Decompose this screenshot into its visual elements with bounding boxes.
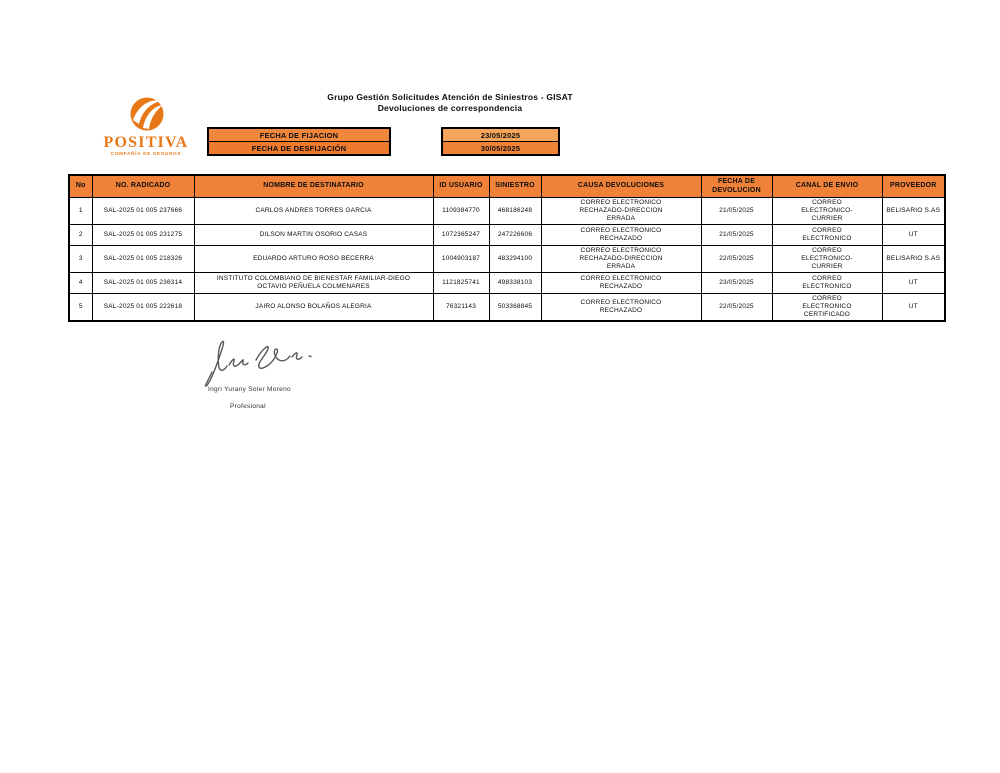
cell-canal: CORREO ELECTRONICO-CURRIER <box>772 246 882 273</box>
cell-canal: CORREO ELECTRONICO <box>772 225 882 246</box>
table-row <box>69 246 945 273</box>
cell-canal: CORREO ELECTRONICO-CURRIER <box>772 198 882 225</box>
cell-fecha-devolucion: 23/05/2025 <box>701 273 772 294</box>
cell-no: 3 <box>69 246 92 273</box>
signature-stroke <box>196 334 320 388</box>
devoluciones-table <box>68 174 946 322</box>
col-header-no: No <box>69 175 92 198</box>
table-row <box>69 198 945 225</box>
cell-siniestro: 247226606 <box>489 225 541 246</box>
cell-nombre: EDUARDO ARTURO ROSO BECERRA <box>194 246 433 273</box>
col-header-fecha-devolucion: FECHA DE DEVOLUCION <box>701 175 772 198</box>
title-line2: Devoluciones de correspondencia <box>377 103 523 113</box>
cell-causa: CORREO ELECTRONICO RECHAZADO-DIRECCION ERRADA <box>541 198 701 225</box>
cell-no: 1 <box>69 198 92 225</box>
cell-no: 5 <box>69 294 92 322</box>
col-header-radicado: NO. RADICADO <box>92 175 194 198</box>
cell-radicado: SAL-2025 01 005 231275 <box>92 225 194 246</box>
cell-id-usuario: 1109384770 <box>433 198 489 225</box>
cell-causa: CORREO ELECTRONICO RECHAZADO <box>541 225 701 246</box>
cell-siniestro: 468186248 <box>489 198 541 225</box>
col-header-proveedor: PROVEEDOR <box>882 175 945 198</box>
cell-nombre: DILSON MARTIN OSORIO CASAS <box>194 225 433 246</box>
cell-causa: CORREO ELECTRONICO RECHAZADO <box>541 273 701 294</box>
cell-siniestro: 503368845 <box>489 294 541 322</box>
cell-siniestro: 498338103 <box>489 273 541 294</box>
cell-radicado: SAL-2025 01 005 237666 <box>92 198 194 225</box>
brand-tagline: COMPAÑÍA DE SEGUROS <box>110 151 182 156</box>
fecha-fijacion-label: FECHA DE FIJACION <box>209 129 389 141</box>
cell-id-usuario: 1004903187 <box>433 246 489 273</box>
col-header-causa: CAUSA DEVOLUCIONES <box>541 175 701 198</box>
cell-proveedor: UT <box>882 273 945 294</box>
col-header-canal: CANAL DE ENVIO <box>772 175 882 198</box>
table-row <box>69 273 945 294</box>
fixation-dates-box <box>441 127 560 156</box>
cell-causa: CORREO ELECTRONICO RECHAZADO-DIRECCION ERRADA <box>541 246 701 273</box>
signatory-role: Profesional <box>230 403 266 410</box>
table-row <box>69 294 945 322</box>
col-header-nombre: NOMBRE DE DESTINATARIO <box>194 175 433 198</box>
cell-proveedor: BELISARIO S.AS <box>882 198 945 225</box>
fecha-desfijacion-value: 30/05/2025 <box>443 141 558 154</box>
cell-radicado: SAL-2025 01 005 218326 <box>92 246 194 273</box>
cell-nombre: CARLOS ANDRES TORRES GARCIA <box>194 198 433 225</box>
table-row <box>69 225 945 246</box>
title-line1: Grupo Gestión Solicitudes Atención de Siniestros - GISAT <box>327 92 573 102</box>
cell-no: 4 <box>69 273 92 294</box>
cell-proveedor: UT <box>882 294 945 322</box>
cell-radicado: SAL-2025 01 005 222618 <box>92 294 194 322</box>
cell-canal: CORREO ELECTRONICO CERTIFICADO <box>772 294 882 322</box>
cell-siniestro: 483294100 <box>489 246 541 273</box>
fecha-fijacion-value: 23/05/2025 <box>443 129 558 141</box>
cell-proveedor: BELISARIO S.AS <box>882 246 945 273</box>
fecha-desfijacion-label: FECHA DE DESFIJACIÓN <box>209 141 389 154</box>
cell-id-usuario: 1121825741 <box>433 273 489 294</box>
cell-nombre: JAIRO ALONSO BOLAÑOS ALEGRIA <box>194 294 433 322</box>
fixation-labels-box <box>207 127 391 156</box>
cell-nombre: INSTITUTO COLOMBIANO DE BIENESTAR FAMILIAR-DIEGO OCTAVIO PEÑUELA COLMENARES <box>194 273 433 294</box>
cell-fecha-devolucion: 22/05/2025 <box>701 246 772 273</box>
col-header-siniestro: SINIESTRO <box>489 175 541 198</box>
cell-id-usuario: 76321143 <box>433 294 489 322</box>
positiva-logo <box>98 95 194 157</box>
cell-radicado: SAL-2025 01 005 236314 <box>92 273 194 294</box>
cell-fecha-devolucion: 22/05/2025 <box>701 294 772 322</box>
positiva-logo-icon <box>124 95 168 135</box>
cell-fecha-devolucion: 21/05/2025 <box>701 225 772 246</box>
cell-proveedor: UT <box>882 225 945 246</box>
table-header-row <box>69 175 945 198</box>
cell-id-usuario: 1072365247 <box>433 225 489 246</box>
col-header-id-usuario: ID USUARIO <box>433 175 489 198</box>
signatory-name: Ingri Yurany Soler Moreno <box>208 386 291 393</box>
cell-no: 2 <box>69 225 92 246</box>
cell-canal: CORREO ELECTRONICO <box>772 273 882 294</box>
document-title <box>200 92 700 114</box>
cell-fecha-devolucion: 21/05/2025 <box>701 198 772 225</box>
cell-causa: CORREO ELECTRONICO RECHAZADO <box>541 294 701 322</box>
brand-name: POSITIVA <box>103 134 189 151</box>
